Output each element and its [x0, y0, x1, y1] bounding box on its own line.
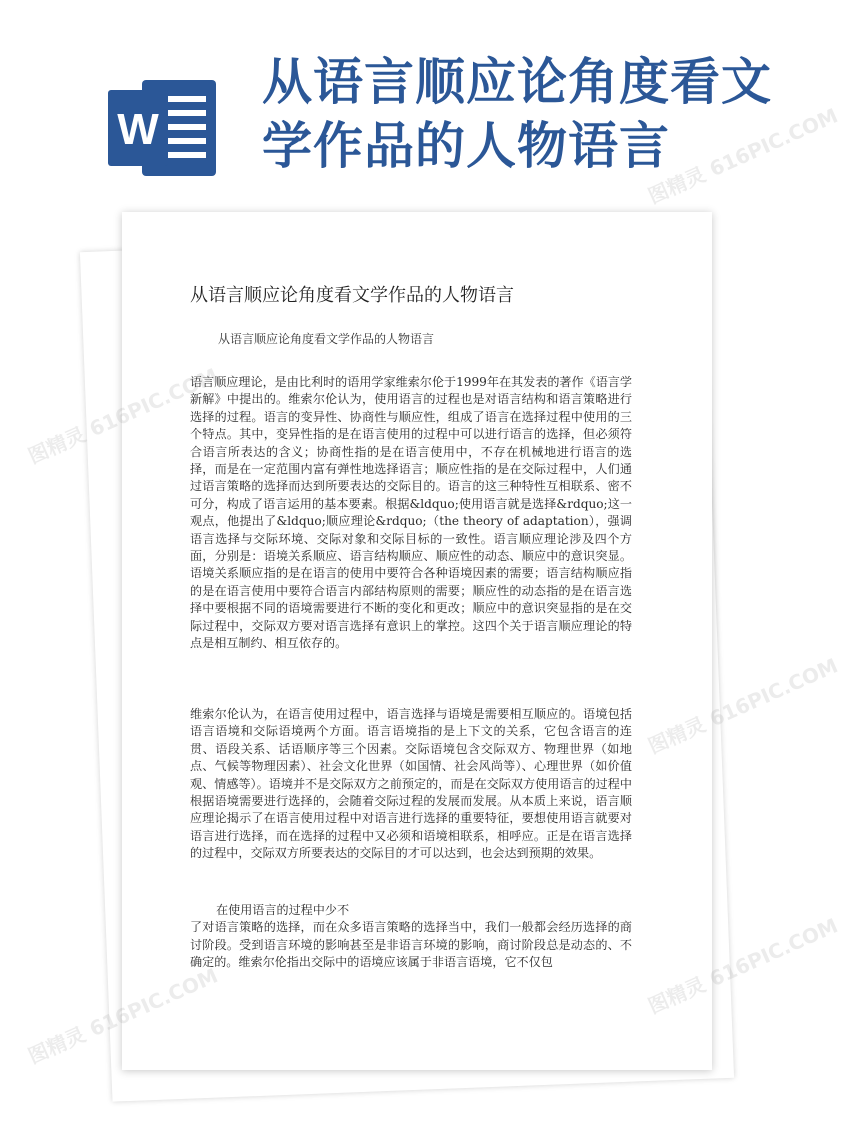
svg-text:W: W [117, 105, 159, 154]
paragraph-2: 维索尔伦认为，在语言使用过程中，语言选择与语境是需要相互顺应的。语境包括语言语境和交际语境两个方面。语言语境指的是上下文的关系，它包含语言的连贯、语段关系、话语顺序等三个因素。交际语境包含交际双方、物理世界（如地点、气候等物理因素）、社会文化世界（如国情、社会风尚等）、心理世界（如价值观、情感等）。语境并不是交际双方之前预定的，而是在交际双方使用语言的过程中根据语境需要进行选择的，会随着交际过程的发展而发展。从本质上来说，语言顺应理论揭示了在语言使用过程中对语言进行选择的重要特征，要想使用语言就要对语言进行选择，而在选择的过程中又必须和语境相联系，相呼应。正是在语言选择的过程中，交际双方所要表达的交际目的才可以达到，也会达到预期的效果。 [190, 707, 632, 861]
paragraph-3-body: 了对语言策略的选择，而在众多语言策略的选择当中，我们一般都会经历选择的商讨阶段。受到语言环境的影响甚至是非语言环境的影响，商讨阶段总是动态的、不确定的。维索尔伦指出交际中的语境应该属于非语言语境，它不仅包 [190, 920, 632, 970]
paragraph-3-lead: 在使用语言的过程中少不 [216, 903, 350, 917]
word-doc-icon [104, 74, 224, 182]
watermark: 图精灵 [24, 422, 90, 469]
cover-title [262, 50, 782, 178]
cover-header [0, 0, 800, 200]
document-subtitle: 从语言顺应论角度看文学作品的人物语言 [218, 332, 435, 346]
paragraph-1: 语言顺应理论，是由比利时的语用学家维索尔伦于1999年在其发表的著作《语言学新解》中提出的。维索尔伦认为，使用语言的过程也是对语言结构和语言策略进行选择的过程。语言的变异性、协商性与顺应性，组成了语言在选择过程中使用的三个特点。其中，变异性指的是在语言使用的过程中可以进行语言的选择，但必须符合语言所表达的含义；协商性指的是在语言使用中，不存在机械地进行语言的选择，而是在一定范围内富有弹性地选择语言；顺应性指的是在交际过程中，人们通过语言策略的选择而达到所要表达的交际目的。语言的这三种特性互相联系、密不可分，构成了语言运用的基本要素。根据&ldquo;使用语言就是选择&rdquo;这一观点，他提出了&ldquo;顺应理论&rdquo;（the theory of adaptation），强调语言选择与交际环境、交际对象和交际目标的一致性。语言顺应理论涉及四个方面，分别是：语境关系顺应、语言结构顺应、顺应性的动态、顺应中的意识突显。语境关系顺应指的是在语言的使用中要符合各种语境因素的需要；语言结构顺应指的是在语言使用中要符合语言内部结构原则的需要；顺应性的动态指的是在语言选择中要根据不同的语境需要进行不断的变化和更改；顺应中的意识突显指的是在交际过程中，交际双方要对语言选择有意识上的掌控。这四个关于语言顺应理论的特点是相互制约、相互依存的。 [190, 375, 632, 651]
watermark: 图精灵 616PIC.COM [644, 103, 842, 209]
cover-title-line-2: 学作品的人物语言 [262, 117, 670, 175]
watermark: 图精灵 [24, 1022, 90, 1069]
watermark: 图精灵 616PIC.COM [644, 653, 842, 759]
paragraph-3 [190, 902, 632, 992]
document-page [122, 212, 712, 1070]
watermark: 图精灵 616PIC.COM [644, 913, 842, 1019]
document-title: 从语言顺应论角度看文学作品的人物语言 [190, 285, 514, 306]
cover-title-line-1: 从语言顺应论角度看文 [262, 53, 772, 111]
